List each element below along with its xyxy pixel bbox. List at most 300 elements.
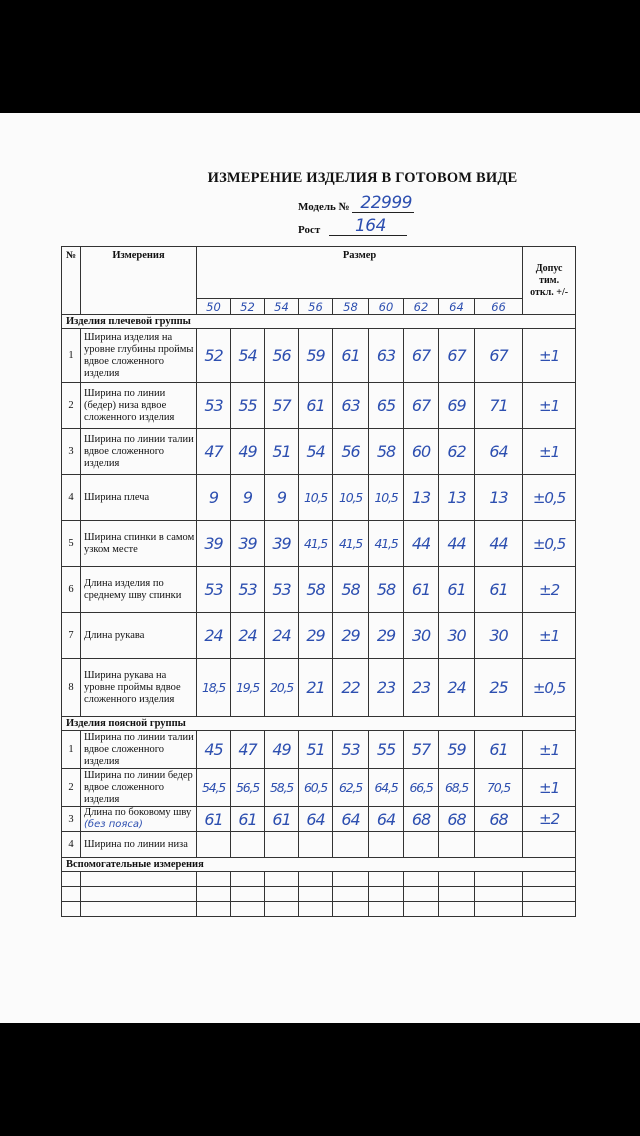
handwritten-value: 24	[447, 678, 466, 697]
handwritten-value: 68,5	[444, 780, 469, 795]
handwritten-value: 55	[376, 740, 396, 759]
measurement-value	[299, 613, 333, 659]
measurement-value	[197, 521, 231, 567]
measurement-value	[333, 613, 369, 659]
handwritten-value: 62,5	[338, 780, 363, 795]
shoulder-row-4	[62, 475, 576, 521]
handwritten-tolerance: ±1	[539, 346, 560, 365]
empty-cell	[299, 902, 333, 917]
handwritten-value: 53	[204, 580, 223, 599]
empty-cell	[369, 902, 404, 917]
section-title: Изделия плечевой группы	[62, 315, 576, 329]
handwritten-value: 58,5	[269, 780, 294, 795]
empty-cell	[523, 887, 576, 902]
measurement-value	[369, 659, 404, 717]
measurement-value	[299, 731, 333, 769]
empty-cell	[197, 902, 231, 917]
handwritten-value: 20,5	[269, 680, 294, 695]
measurement-value	[333, 429, 369, 475]
handwritten-value: 63	[341, 396, 360, 415]
handwritten-value: 22	[341, 678, 360, 697]
handwritten-value: 47	[204, 442, 223, 461]
handwritten-value: 41,5	[374, 536, 398, 551]
shoulder-row-1	[62, 329, 576, 383]
measurement-value	[404, 659, 439, 717]
document-title: ИЗМЕРЕНИЕ ИЗДЕЛИЯ В ГОТОВОМ ВИДЕ	[207, 170, 518, 186]
handwritten-value: 29	[376, 626, 396, 645]
height-field	[298, 216, 407, 236]
measurement-value	[197, 807, 231, 832]
measurement-value	[299, 521, 333, 567]
handwritten-value: 60,5	[303, 780, 328, 795]
measurement-value	[475, 731, 523, 769]
measurement-value	[197, 429, 231, 475]
handwritten-value: 51	[272, 442, 291, 461]
handwritten-tolerance: ±1	[539, 740, 560, 759]
size-64	[439, 299, 475, 315]
empty-cell	[404, 872, 439, 887]
measurement-name: Длина по боковому шву (без пояса)	[81, 807, 197, 832]
section-waist-group	[62, 717, 576, 731]
measurement-value	[439, 769, 475, 807]
empty-cell	[475, 887, 523, 902]
measurement-name: Ширина по линии бедер вдвое сложенного изделия	[81, 769, 197, 807]
handwritten-value: 13	[411, 488, 431, 507]
waist-row-2	[62, 769, 576, 807]
empty-cell	[475, 902, 523, 917]
row-number: 5	[62, 521, 81, 567]
empty-cell	[299, 872, 333, 887]
handwritten-value: 10,5	[338, 490, 363, 505]
measurement-value	[231, 567, 265, 613]
measurement-value	[333, 659, 369, 717]
measurement-value	[197, 659, 231, 717]
size-value: 66	[491, 299, 506, 314]
handwritten-value: 61	[341, 346, 360, 365]
measurement-value	[299, 832, 333, 858]
handwritten-value: 44	[411, 534, 431, 553]
measurement-value	[231, 807, 265, 832]
measurement-value	[475, 769, 523, 807]
handwritten-value: 51	[306, 740, 325, 759]
measurement-value	[404, 429, 439, 475]
handwritten-value: 56	[341, 442, 360, 461]
handwritten-value: 61	[411, 580, 431, 599]
measurement-value	[299, 475, 333, 521]
measurement-value	[333, 832, 369, 858]
measurement-table	[61, 246, 576, 917]
measurement-value	[404, 567, 439, 613]
measurement-value	[231, 429, 265, 475]
size-58	[333, 299, 369, 315]
tolerance-value	[523, 769, 576, 807]
empty-cell	[439, 887, 475, 902]
model-value: 22999	[360, 193, 413, 213]
measurement-value	[369, 521, 404, 567]
measurement-value	[231, 731, 265, 769]
handwritten-value: 65	[376, 396, 396, 415]
measurement-value	[404, 613, 439, 659]
handwritten-value: 60	[411, 442, 431, 461]
section-title: Изделия поясной группы	[62, 717, 576, 731]
size-62	[404, 299, 439, 315]
size-value: 60	[378, 299, 394, 314]
shoulder-row-6	[62, 567, 576, 613]
measurement-name: Ширина по линии талии вдвое сложенного изделия	[81, 731, 197, 769]
handwritten-value: 30	[489, 626, 508, 645]
handwritten-value: 54	[238, 346, 257, 365]
handwritten-value: 45	[204, 740, 223, 759]
handwritten-value: 67	[489, 346, 508, 365]
measurement-value	[369, 383, 404, 429]
measurement-name: Ширина плеча	[81, 475, 197, 521]
waist-row-1	[62, 731, 576, 769]
size-56	[299, 299, 333, 315]
handwritten-value: 63	[376, 346, 396, 365]
measurement-value	[265, 613, 299, 659]
measurement-value	[439, 329, 475, 383]
empty-cell	[439, 872, 475, 887]
handwritten-tolerance: ±2	[539, 810, 560, 828]
tolerance-value	[523, 567, 576, 613]
measurement-value	[369, 769, 404, 807]
measurement-value	[299, 659, 333, 717]
measurement-name: Ширина спинки в самом узком месте	[81, 521, 197, 567]
handwritten-tolerance: ±0,5	[532, 678, 566, 697]
row-number: 1	[62, 329, 81, 383]
measurement-value	[231, 613, 265, 659]
handwritten-value: 21	[306, 678, 325, 697]
measurement-value	[404, 521, 439, 567]
handwritten-value: 52	[204, 346, 223, 365]
measurement-value	[333, 769, 369, 807]
measurement-value	[439, 521, 475, 567]
measurement-value	[333, 567, 369, 613]
measurement-value	[369, 429, 404, 475]
empty-cell	[369, 887, 404, 902]
handwritten-value: 68	[489, 809, 508, 829]
measurement-name: Ширина изделия на уровне глубины проймы вдвое сложенного изделия	[81, 329, 197, 383]
measurement-value	[333, 475, 369, 521]
handwritten-value: 53	[341, 740, 360, 759]
measurement-value	[369, 329, 404, 383]
measurement-value	[197, 769, 231, 807]
header-measure: Измерения	[81, 247, 197, 315]
measurement-value	[439, 832, 475, 858]
measurement-value	[197, 567, 231, 613]
handwritten-value: 67	[411, 346, 431, 365]
measurement-value	[265, 769, 299, 807]
handwritten-value: 53	[272, 580, 291, 599]
handwritten-value: 68	[411, 809, 431, 829]
size-value: 64	[449, 299, 464, 314]
empty-cell	[81, 872, 197, 887]
measurement-value	[265, 832, 299, 858]
size-value: 54	[274, 299, 289, 314]
empty-cell	[81, 902, 197, 917]
tolerance-value	[523, 475, 576, 521]
handwritten-value: 24	[238, 626, 257, 645]
handwritten-value: 55	[238, 396, 257, 415]
row-number: 8	[62, 659, 81, 717]
measurement-value	[404, 807, 439, 832]
measurement-value	[231, 769, 265, 807]
handwritten-value: 41,5	[338, 536, 363, 551]
measurement-name: Ширина по линии (бедер) низа вдвое сложенного изделия	[81, 383, 197, 429]
row-number: 1	[62, 731, 81, 769]
tolerance-value	[523, 659, 576, 717]
measurement-value	[439, 731, 475, 769]
handwritten-value: 61	[238, 809, 257, 829]
size-66	[475, 299, 523, 315]
handwritten-value: 64	[341, 809, 360, 829]
auxiliary-empty-row	[62, 902, 576, 917]
row-number: 3	[62, 429, 81, 475]
measurement-value	[265, 429, 299, 475]
empty-cell	[265, 872, 299, 887]
measurement-value	[369, 832, 404, 858]
empty-cell	[197, 887, 231, 902]
measurement-value	[265, 383, 299, 429]
measurement-value	[265, 475, 299, 521]
height-label: Рост	[298, 224, 321, 236]
empty-cell	[231, 887, 265, 902]
tolerance-value	[523, 807, 576, 832]
measurement-value	[299, 383, 333, 429]
handwritten-value: 9	[208, 488, 219, 507]
shoulder-row-2	[62, 383, 576, 429]
measurement-value	[265, 659, 299, 717]
empty-cell	[62, 887, 81, 902]
handwritten-value: 30	[411, 626, 431, 645]
measurement-value	[197, 475, 231, 521]
empty-cell	[333, 872, 369, 887]
measurement-value	[404, 731, 439, 769]
size-value: 50	[206, 299, 221, 314]
section-shoulder-group	[62, 315, 576, 329]
empty-cell	[475, 872, 523, 887]
handwritten-value: 24	[204, 626, 223, 645]
handwritten-value: 44	[447, 534, 466, 553]
header-row	[62, 247, 576, 299]
handwritten-value: 10,5	[303, 490, 328, 505]
handwritten-value: 44	[489, 534, 508, 553]
empty-cell	[369, 872, 404, 887]
handwritten-value: 66,5	[409, 780, 433, 795]
empty-cell	[404, 887, 439, 902]
measurement-value	[439, 475, 475, 521]
handwritten-tolerance: ±1	[539, 442, 560, 461]
handwritten-value: 58	[376, 442, 396, 461]
measurement-value	[197, 383, 231, 429]
handwritten-value: 9	[276, 488, 287, 507]
handwritten-tolerance: ±1	[539, 626, 560, 645]
handwritten-value: 39	[238, 534, 257, 553]
tolerance-value	[523, 521, 576, 567]
shoulder-row-5	[62, 521, 576, 567]
empty-cell	[265, 902, 299, 917]
shoulder-row-7	[62, 613, 576, 659]
handwritten-value: 61	[489, 740, 508, 759]
row-number: 4	[62, 475, 81, 521]
row-number: 2	[62, 769, 81, 807]
measurement-value	[439, 567, 475, 613]
measurement-value	[404, 475, 439, 521]
measurement-value	[265, 567, 299, 613]
empty-cell	[231, 872, 265, 887]
tolerance-value	[523, 429, 576, 475]
handwritten-value: 67	[411, 396, 431, 415]
height-line	[329, 216, 407, 236]
empty-cell	[404, 902, 439, 917]
handwritten-value: 29	[341, 626, 360, 645]
section-auxiliary	[62, 858, 576, 872]
model-label: Модель №	[298, 201, 350, 213]
measurement-value	[231, 329, 265, 383]
measurement-value	[404, 383, 439, 429]
measurement-value	[333, 807, 369, 832]
handwritten-value: 64	[376, 809, 396, 829]
measurement-value	[475, 567, 523, 613]
handwritten-value: 39	[272, 534, 291, 553]
measurement-value	[265, 329, 299, 383]
tolerance-value	[523, 832, 576, 858]
measurement-name: Длина изделия по среднему шву спинки	[81, 567, 197, 613]
measurement-value	[439, 807, 475, 832]
measurement-value	[265, 807, 299, 832]
measurement-value	[475, 329, 523, 383]
model-line	[352, 193, 414, 213]
size-value: 52	[240, 299, 255, 314]
empty-cell	[81, 887, 197, 902]
handwritten-value: 58	[341, 580, 360, 599]
header-num: №	[62, 247, 81, 315]
empty-cell	[62, 872, 81, 887]
measurement-value	[231, 475, 265, 521]
handwritten-value: 64	[489, 442, 508, 461]
handwritten-value: 71	[489, 396, 508, 415]
handwritten-tolerance: ±1	[539, 396, 560, 415]
size-value: 62	[413, 299, 429, 314]
handwritten-value: 53	[204, 396, 223, 415]
handwritten-value: 58	[376, 580, 396, 599]
measurement-value	[475, 659, 523, 717]
header-tolerance: Допус тим. откл. +/-	[523, 247, 576, 315]
measurement-value	[197, 731, 231, 769]
handwritten-value: 68	[447, 809, 466, 829]
measurement-value	[231, 383, 265, 429]
handwritten-tolerance: ±0,5	[532, 488, 566, 507]
row-number: 4	[62, 832, 81, 858]
handwritten-value: 57	[272, 396, 291, 415]
measurement-value	[231, 659, 265, 717]
measurement-value	[404, 832, 439, 858]
handwritten-value: 61	[204, 809, 223, 829]
measurement-value	[231, 832, 265, 858]
measurement-value	[231, 521, 265, 567]
height-value: 164	[354, 216, 386, 236]
measurement-value	[475, 807, 523, 832]
empty-cell	[333, 902, 369, 917]
handwritten-value: 24	[272, 626, 291, 645]
handwritten-value: 61	[489, 580, 508, 599]
waist-row-3	[62, 807, 576, 832]
shoulder-row-8	[62, 659, 576, 717]
handwritten-value: 56	[272, 346, 291, 365]
measurement-value	[333, 329, 369, 383]
handwritten-value: 61	[447, 580, 466, 599]
tolerance-value	[523, 383, 576, 429]
handwritten-value: 59	[447, 740, 466, 759]
measurement-value	[475, 429, 523, 475]
row-number: 6	[62, 567, 81, 613]
measurement-value	[439, 383, 475, 429]
handwritten-value: 56,5	[235, 780, 260, 795]
handwritten-value: 61	[272, 809, 291, 829]
handwritten-tolerance: ±0,5	[532, 534, 566, 553]
handwritten-value: 69	[447, 396, 466, 415]
measurement-value	[475, 383, 523, 429]
measurement-value	[439, 429, 475, 475]
empty-cell	[265, 887, 299, 902]
size-52	[231, 299, 265, 315]
size-54	[265, 299, 299, 315]
handwritten-value: 19,5	[235, 680, 260, 695]
tolerance-value	[523, 613, 576, 659]
measurement-value	[265, 521, 299, 567]
shoulder-row-3	[62, 429, 576, 475]
size-50	[197, 299, 231, 315]
handwritten-value: 53	[238, 580, 257, 599]
measurement-value	[369, 613, 404, 659]
measurement-name: Длина рукава	[81, 613, 197, 659]
row-number: 7	[62, 613, 81, 659]
handwritten-value: 70,5	[487, 780, 511, 795]
handwritten-value: 41,5	[303, 536, 328, 551]
empty-cell	[197, 872, 231, 887]
handwritten-value: 67	[447, 346, 466, 365]
handwritten-value: 30	[447, 626, 466, 645]
handwritten-value: 39	[204, 534, 223, 553]
measurement-value	[475, 521, 523, 567]
handwritten-value: 23	[411, 678, 431, 697]
measurement-value	[265, 731, 299, 769]
model-field	[298, 193, 414, 213]
measurement-value	[299, 769, 333, 807]
waist-row-4	[62, 832, 576, 858]
auxiliary-empty-row	[62, 887, 576, 902]
measurement-name: Ширина по линии низа	[81, 832, 197, 858]
row-number: 2	[62, 383, 81, 429]
measurement-value	[299, 807, 333, 832]
handwritten-value: 10,5	[374, 490, 398, 505]
measurement-value	[299, 329, 333, 383]
handwritten-value: 29	[306, 626, 325, 645]
measurement-value	[439, 613, 475, 659]
document-sheet	[0, 113, 640, 1023]
measurement-value	[197, 613, 231, 659]
measurement-value	[369, 731, 404, 769]
size-value: 56	[308, 299, 323, 314]
measurement-value	[299, 429, 333, 475]
handwritten-tolerance: ±2	[539, 580, 560, 599]
handwritten-tolerance: ±1	[539, 778, 560, 797]
size-60	[369, 299, 404, 315]
empty-cell	[439, 902, 475, 917]
row-number: 3	[62, 807, 81, 832]
handwritten-value: 58	[306, 580, 325, 599]
empty-cell	[523, 872, 576, 887]
